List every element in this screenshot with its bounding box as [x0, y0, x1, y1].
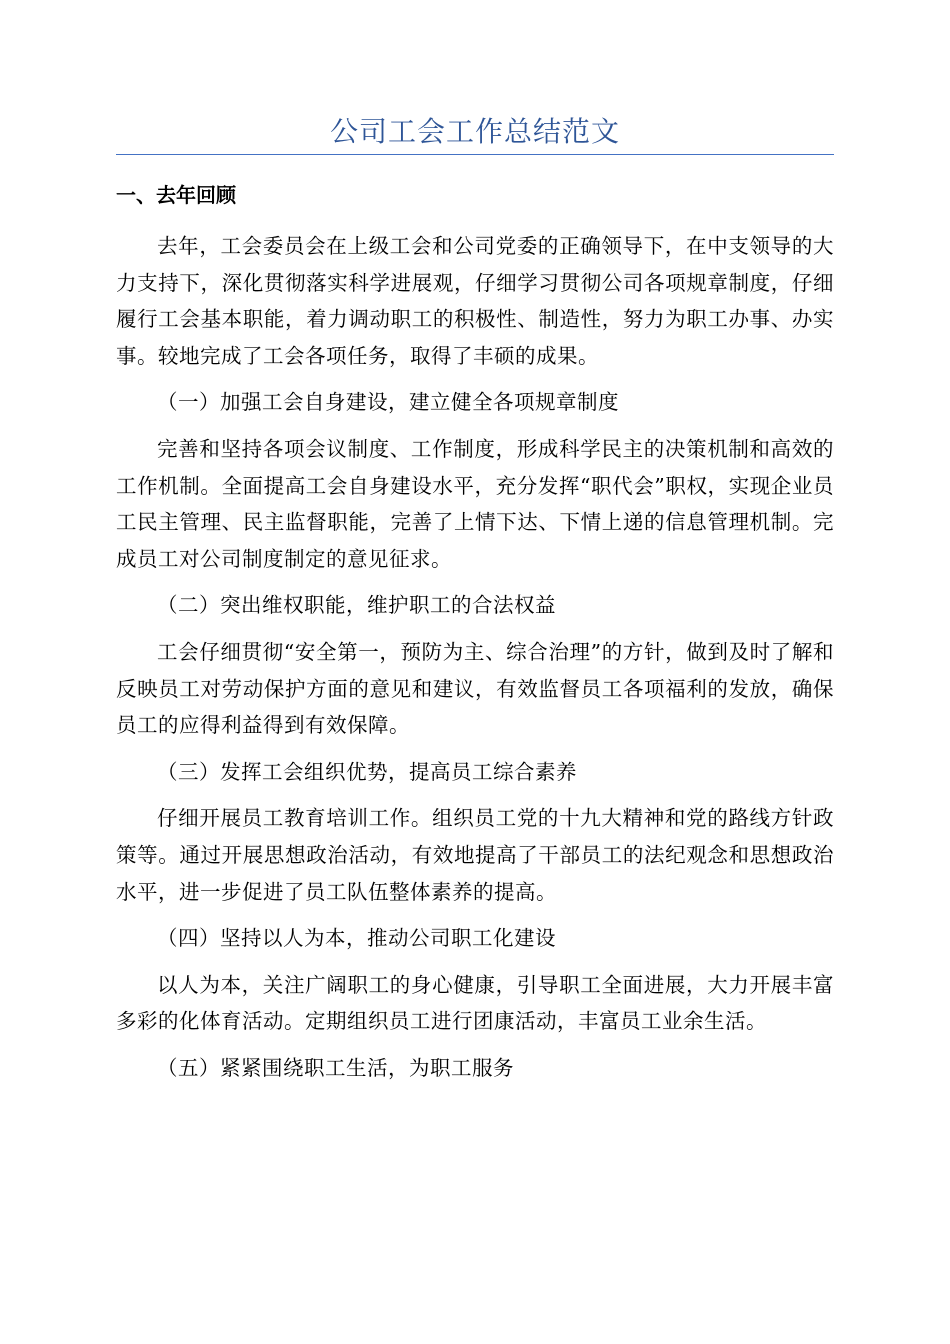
document-body	[116, 228, 834, 1086]
title-underline	[116, 154, 834, 155]
section-heading: 一、去年回顾	[116, 183, 236, 207]
paragraph: 完善和坚持各项会议制度、工作制度，形成科学民主的决策机制和高效的工作机制。全面提高工会自身建设水平，充分发挥“职代会”职权，实现企业员工民主管理、民主监督职能，完善了上情下达、下情上递的信息管理机制。完成员工对公司制度制定的意见征求。	[116, 436, 834, 571]
subheading: （二）突出维权职能，维护职工的合法权益	[157, 593, 556, 618]
paragraph: 工会仔细贯彻“安全第一，预防为主、综合治理”的方针，做到及时了解和反映员工对劳动保护方面的意见和建议，有效监督员工各项福利的发放，确保员工的应得利益得到有效保障。	[116, 639, 834, 738]
subheading: （三）发挥工会组织优势，提高员工综合素养	[157, 759, 577, 784]
paragraph: 仔细开展员工教育培训工作。组织员工党的十九大精神和党的路线方针政策等。通过开展思想政治活动，有效地提高了干部员工的法纪观念和思想政治水平，进一步促进了员工队伍整体素养的提高。	[116, 806, 834, 904]
paragraph: 以人为本，关注广阔职工的身心健康，引导职工全面进展，大力开展丰富多彩的化体育活动。定期组织员工进行团康活动，丰富员工业余生活。	[116, 972, 834, 1034]
subheading: （四）坚持以人为本，推动公司职工化建设	[157, 926, 556, 951]
subheading: （五）紧紧围绕职工生活，为职工服务	[157, 1055, 514, 1080]
paragraph: 去年，工会委员会在上级工会和公司党委的正确领导下，在中支领导的大力支持下，深化贯彻落实科学进展观，仔细学习贯彻公司各项规章制度，仔细履行工会基本职能，着力调动职工的积极性、制造性，努力为职工办事、办实事。较地完成了工会各项任务，取得了丰硕的成果。	[116, 234, 834, 368]
subheading: （一）加强工会自身建设，建立健全各项规章制度	[157, 390, 619, 415]
document-title: 公司工会工作总结范文	[329, 115, 620, 148]
